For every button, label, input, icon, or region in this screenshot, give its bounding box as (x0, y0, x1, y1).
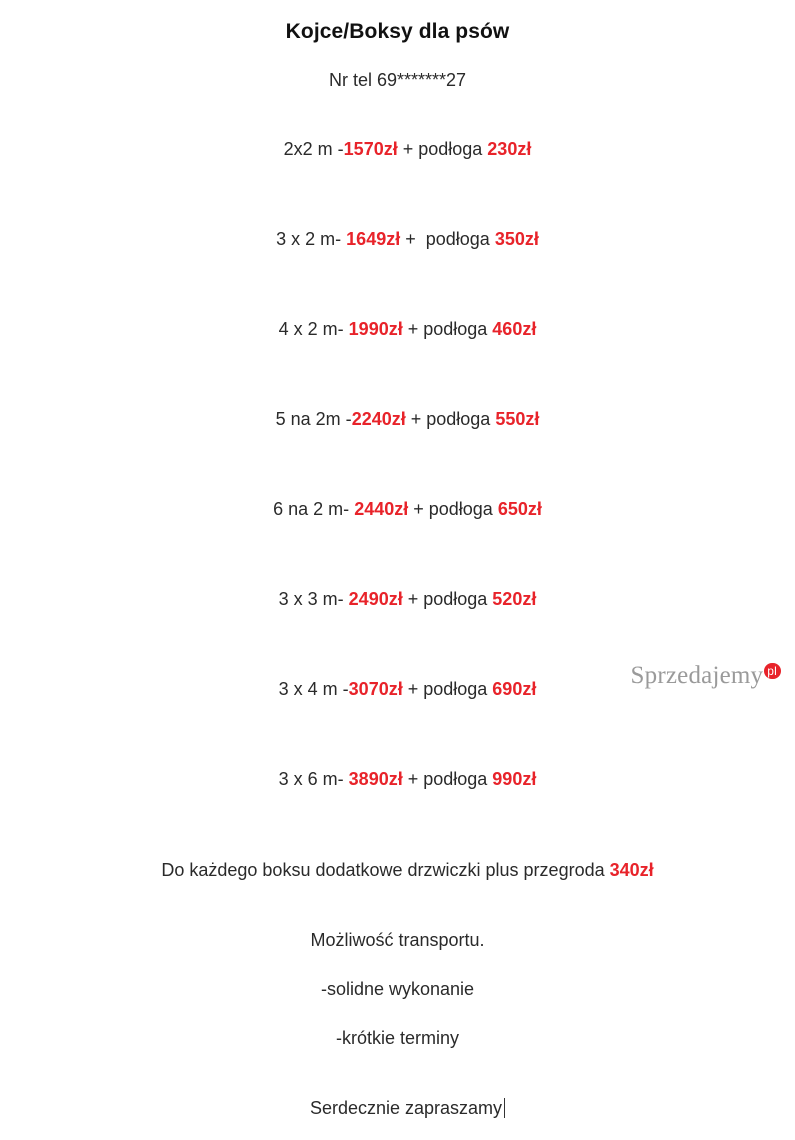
floor-price-value: 520zł (492, 589, 537, 609)
note-invitation (0, 1077, 795, 1140)
floor-price-value: 230zł (487, 139, 532, 159)
price-separator: + podłoga (402, 769, 493, 789)
note-quality: -solidne wykonanie (320, 979, 475, 999)
price-size: 4 x 2 m- (278, 319, 349, 339)
price-row (0, 208, 795, 271)
watermark-name: Sprzedajemy (630, 662, 764, 689)
floor-price-value: 690zł (492, 679, 537, 699)
floor-price-value: 550zł (495, 409, 540, 429)
floor-price-value: 350zł (494, 229, 539, 249)
price-value: 1570zł (343, 139, 398, 159)
price-size: 6 na 2 m- (273, 499, 355, 519)
note-lead-time: -krótkie terminy (335, 1028, 460, 1048)
phone-line: Nr tel 69*******27 (328, 70, 467, 90)
price-separator: + podłoga (405, 409, 496, 429)
floor-price-value: 650zł (497, 499, 542, 519)
price-value: 3070zł (348, 679, 403, 699)
extra-option-line (0, 839, 795, 902)
price-separator: + podłoga (402, 679, 493, 699)
price-separator: + podłoga (402, 589, 493, 609)
price-separator: + podłoga (397, 139, 488, 159)
price-value: 3890zł (348, 769, 403, 789)
text-cursor (504, 1098, 505, 1118)
note-transport: Możliwość transportu. (310, 930, 485, 950)
price-size: 5 na 2m - (275, 409, 352, 429)
price-row (0, 388, 795, 451)
price-value: 1649zł (346, 229, 401, 249)
price-value: 1990zł (348, 319, 403, 339)
price-value: 2440zł (354, 499, 409, 519)
price-size: 3 x 2 m- (276, 229, 347, 249)
extra-option-price: 340zł (609, 860, 654, 880)
price-size: 3 x 6 m- (278, 769, 349, 789)
price-row (0, 298, 795, 361)
price-row (0, 118, 795, 181)
floor-price-value: 460zł (492, 319, 537, 339)
price-value: 2240zł (351, 409, 406, 429)
price-separator: + podłoga (408, 499, 498, 519)
price-row (0, 568, 795, 631)
price-row (0, 748, 795, 811)
extra-option-text: Do każdego boksu dodatkowe drzwiczki plus przegroda (161, 860, 610, 880)
price-value: 2490zł (348, 589, 403, 609)
watermark-suffix: pl (764, 663, 781, 679)
note-invitation-text: Serdecznie zapraszamy (309, 1098, 503, 1118)
watermark (631, 662, 781, 690)
price-size: 2x2 m - (283, 139, 344, 159)
price-size: 3 x 3 m- (278, 589, 349, 609)
price-row (0, 478, 795, 541)
floor-price-value: 990zł (492, 769, 537, 789)
price-separator: + podłoga (400, 229, 495, 249)
page-title: Kojce/Boksy dla psów (285, 20, 510, 43)
price-size: 3 x 4 m - (278, 679, 349, 699)
price-separator: + podłoga (402, 319, 493, 339)
